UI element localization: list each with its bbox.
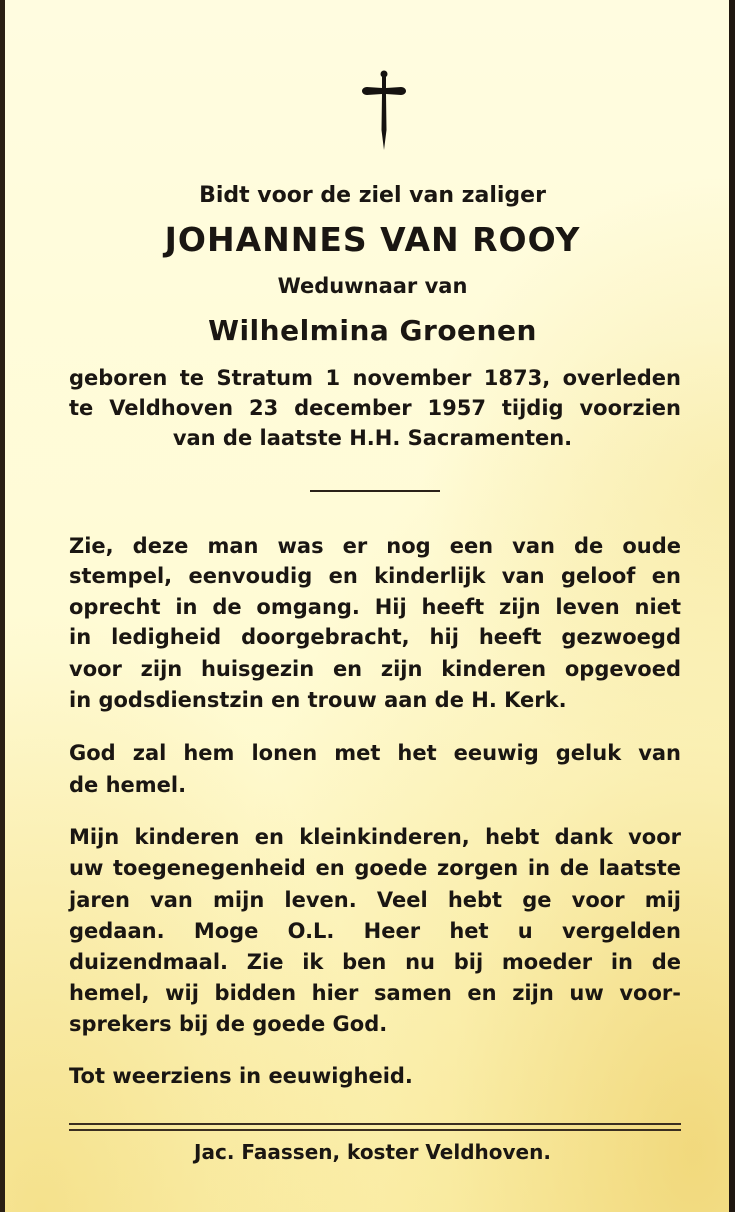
farewell-line: jaren van mijn leven. Veel hebt ge voor mij [69,888,681,912]
tribute-line: voor zijn huisgezin en zijn kinderen opgevoed [69,657,681,681]
farewell-line: hemel, wij bidden hier samen en zijn uw voor- [69,981,681,1005]
tribute-line: in ledigheid doorgebracht, hij heeft gezwoegd [69,625,681,649]
spouse-name: Wilhelmina Groenen [208,314,537,347]
tribute-line: Zie, deze man was er nog een van de oude [69,534,681,558]
tribute-line: oprecht in de omgang. Hij heeft zijn leven niet [69,595,681,619]
widower-of-label: Weduwnaar van [277,274,468,298]
farewell-line: Mijn kinderen en kleinkinderen, hebt dank voor [69,825,681,849]
tribute-line: in godsdienstzin en trouw aan de H. Kerk. [69,688,567,712]
farewell-line: uw toegenegenheid en goede zorgen in de laatste [69,856,681,880]
birth-death-line: van de laatste H.H. Sacramenten. [172,426,573,450]
divider-rule [310,490,440,492]
farewell-line: duizendmaal. Zie ik ben nu bij moeder in de [69,950,681,974]
printer-credit: Jac. Faassen, koster Veldhoven. [194,1140,551,1164]
prayer-intro: Bidt voor de ziel van zaliger [199,183,546,208]
birth-death-line: geboren te Stratum 1 november 1873, overleden [69,366,681,390]
tribute-line: stempel, eenvoudig en kinderlijk van geloof en [69,564,681,588]
deceased-name: JOHANNES VAN ROOY [164,220,581,259]
birth-death-line: te Veldhoven 23 december 1957 tijdig voorzien [69,396,681,420]
reward-line: de hemel. [69,773,187,797]
closing-line: Tot weerziens in eeuwigheid. [69,1064,413,1088]
footer-rule-bottom [69,1129,681,1131]
farewell-line: gedaan. Moge O.L. Heer het u vergelden [69,919,681,943]
reward-line: God zal hem lonen met het eeuwig geluk van [69,741,681,765]
footer-rule-top [69,1123,681,1125]
cross-icon [361,70,407,152]
farewell-line: sprekers bij de goede God. [69,1012,388,1036]
